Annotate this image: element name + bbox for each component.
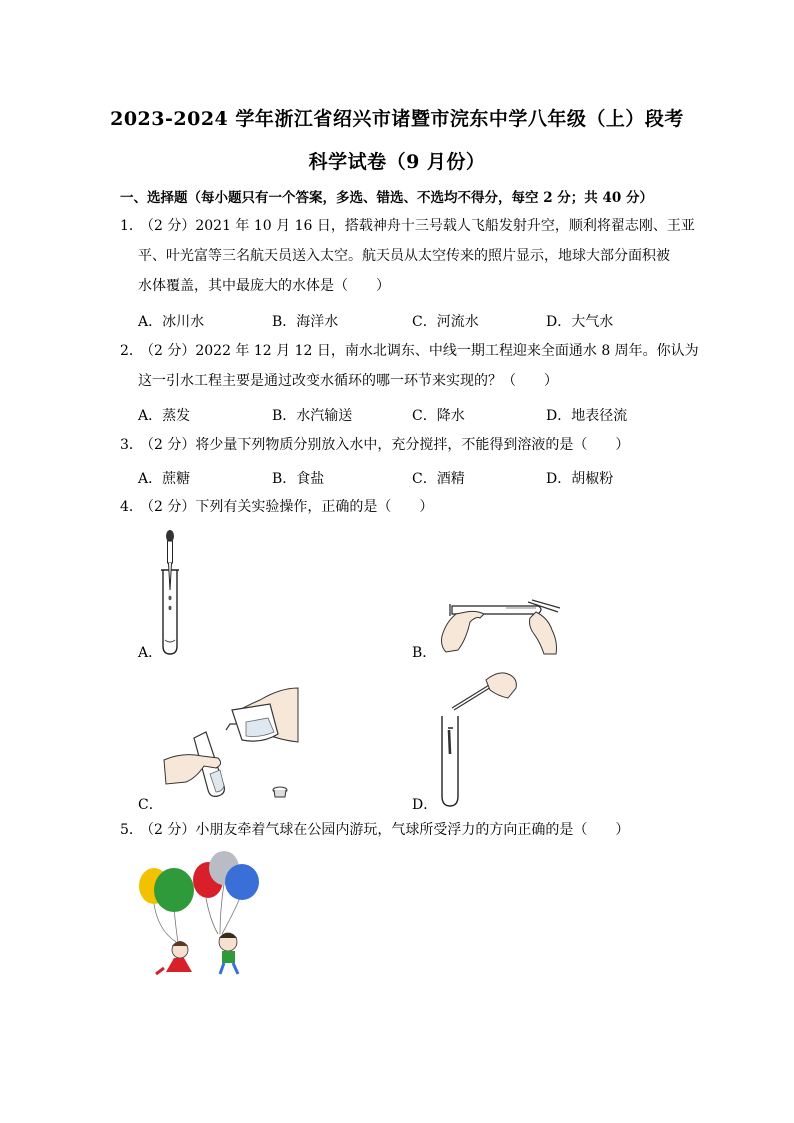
question-number: 1．: [120, 218, 143, 234]
figure-kids-with-balloons: [136, 850, 266, 978]
option-a: A．蔗糖: [138, 471, 191, 487]
option-b: B．海洋水: [272, 314, 339, 330]
question-1: [120, 211, 695, 301]
figure-b-hands-test-tube: [436, 592, 566, 662]
figure-c-pouring-liquid: [162, 682, 307, 804]
question-text-line: 平、叶光富等三名航天员送入太空。航天员从太空传来的照片显示，地球大部分面积被: [138, 248, 670, 264]
exam-title-line1: 2023-2024 学年浙江省绍兴市诸暨市浣东中学八年级（上）段考: [110, 108, 684, 130]
question-text-line: （2 分）小朋友牵着气球在公园内游玩，气球所受浮力的方向正确的是（ ）: [140, 822, 630, 838]
question-number: 2．: [120, 343, 143, 359]
question-4: [120, 492, 680, 522]
question-1-options: [138, 311, 698, 331]
section-heading: 一、选择题（每小题只有一个答案，多选、错选、不选均不得分，每空 2 分；共 40 分）: [120, 190, 653, 206]
balloon-blue: [225, 864, 259, 900]
question-text-line: （2 分）2021 年 10 月 16 日，搭载神舟十三号载人飞船发射升空，顺利将翟志刚、王亚: [140, 218, 695, 234]
option-c: C．河流水: [412, 314, 479, 330]
question-5: [120, 815, 680, 845]
option-a: A．蒸发: [138, 408, 191, 424]
option-d: D．地表径流: [546, 408, 628, 424]
question-number: 5．: [120, 822, 143, 838]
exam-title-line2: 科学试卷（9 月份）: [308, 151, 486, 173]
option-c: C．降水: [412, 408, 465, 424]
figure-label-c: C．: [138, 797, 163, 813]
question-3: [120, 430, 680, 460]
question-text-line: （2 分）下列有关实验操作，正确的是（ ）: [140, 499, 434, 515]
question-3-options: [138, 468, 698, 488]
balloon-green: [154, 868, 194, 912]
question-2: [120, 336, 699, 396]
option-d: D．胡椒粉: [546, 471, 614, 487]
option-d: D．大气水: [546, 314, 614, 330]
option-a: A．冰川水: [138, 314, 205, 330]
option-b: B．食盐: [272, 471, 325, 487]
option-b: B．水汽输送: [272, 408, 353, 424]
figure-label-d: D．: [412, 797, 438, 813]
figure-label-a: A．: [138, 645, 163, 661]
question-text-line: （2 分）将少量下列物质分别放入水中，充分搅拌，不能得到溶液的是（ ）: [140, 437, 630, 453]
question-2-options: [138, 405, 698, 425]
question-text-line: （2 分）2022 年 12 月 12 日，南水北调东、中线一期工程迎来全面通水 8 周年。你认为: [140, 343, 699, 359]
question-number: 4．: [120, 499, 143, 515]
figure-a-dropper-test-tube: [150, 528, 200, 658]
question-number: 3．: [120, 437, 143, 453]
question-text-line: 水体覆盖，其中最庞大的水体是（ ）: [138, 278, 390, 294]
figure-label-b: B．: [412, 645, 437, 661]
figure-d-tweezers-test-tube: [436, 668, 526, 810]
question-text-line: 这一引水工程主要是通过改变水循环的哪一环节来实现的？（ ）: [138, 373, 558, 389]
option-c: C．酒精: [412, 471, 465, 487]
